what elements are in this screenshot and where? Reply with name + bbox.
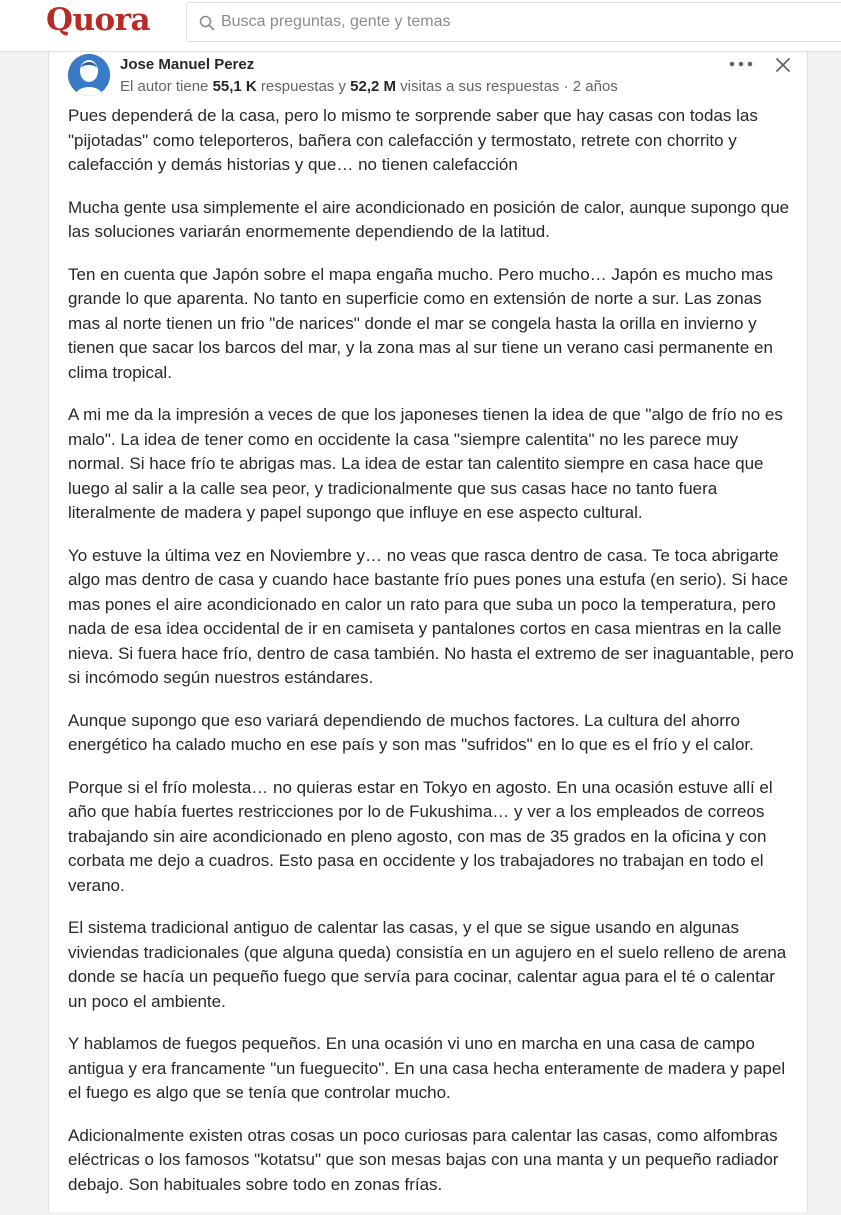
meta-suffix: visitas a sus respuestas · 2 años (396, 78, 618, 95)
answer-paragraph: Aunque supongo que eso variará dependiendo de muchos factores. La cultura del ahorro energético ha calado mucho en ese país y son mas "sufridos" en lo que es el frío y el calor. (68, 710, 754, 754)
answer-paragraph: Adicionalmente existen otras cosas un poco curiosas para calentar las casas, como alfombras eléctricas o los famosos "kotatsu" que son mesas bajas con una manta y un pequeño radiador debajo. Son habituales sobre todo en zonas frías. (68, 1125, 779, 1194)
more-options-icon[interactable] (723, 52, 759, 76)
search-icon (199, 15, 215, 31)
quora-logo[interactable]: Quora (46, 2, 151, 38)
answer-paragraph: El sistema tradicional antiguo de calentar las casas, y el que se sigue usando en algunas viviendas tradicionales (que alguna queda) consistía en un agujero en el suelo relleno de arena donde se hacía un pequeño fuego que servía para cocinar, calentar agua para el té o calentar un poco el ambiente. (68, 918, 787, 1011)
author-name[interactable]: Jose Manuel Perez (120, 56, 255, 73)
search-box[interactable] (186, 2, 841, 42)
answer-body (68, 104, 794, 1215)
top-bar (0, 0, 841, 52)
answer-paragraph: Y hablamos de fuegos pequeños. En una ocasión vi uno en marcha en una casa de campo antigua y era francamente "un fueguecito". En una casa hecha enteramente de madera y papel el fuego es algo que se tenía que controlar mucho. (68, 1034, 786, 1102)
author-avatar[interactable] (68, 54, 110, 96)
meta-mid: respuestas y (256, 78, 351, 95)
avatar-silhouette-icon (68, 54, 110, 96)
views-count: 52,2 M (350, 78, 397, 95)
answer-card (48, 52, 808, 1212)
author-credentials (120, 78, 618, 95)
answer-paragraph: A mi me da la impresión a veces de que los japoneses tienen la idea de que "algo de frío no es malo". La idea de tener como en occidente la casa "siempre calentita" no les parece muy normal. Si hace frío te abrigas mas. La idea de estar tan calentito siempre en casa hace que luego al salir a la calle sea peor, y tradicionalmente que sus casas hace no tanto fuera literalmente de madera y papel supongo que influye en ese aspecto cultural. (68, 405, 783, 522)
search-input[interactable] (221, 3, 821, 41)
answer-paragraph: Pues dependerá de la casa, pero lo mismo te sorprende saber que hay casas con todas las "pijotadas" como teleporteros, bañera con calefacción y termostato, retrete con chorrito y calefacción y demás historias y que… no tienen calefacción (68, 106, 758, 174)
answer-paragraph: Mucha gente usa simplemente el aire acondicionado en posición de calor, aunque supongo que las soluciones variarán enormemente dependiendo de la latitud. (68, 197, 790, 241)
answer-paragraph: Yo estuve la última vez en Noviembre y… no veas que rasca dentro de casa. Te toca abrigarte algo mas dentro de casa y cuando hace bastante frío pues pones una estufa (en serio). Si hace mas pones el aire acondicionado en calor un rato para que suba un poco la temperatura, pero nada de esa idea occidental de ir en camiseta y pantalones cortos en casa mientras en la calle nieva. Si fuera hace frío, dentro de casa también. No hasta el extremo de ser inaguantable, pero si incómodo según nuestros estándares. (68, 545, 794, 687)
meta-prefix: El autor tiene (120, 78, 213, 95)
answer-paragraph: Porque si el frío molesta… no quieras estar en Tokyo en agosto. En una ocasión estuve allí el año que había fuertes restricciones por lo de Fukushima… y ver a los empleados de correos trabajando sin aire acondicionado en pleno agosto, con mas de 35 grados en la oficina y con corbata me dejo a cuadros. Esto pasa en occidente y los trabajadores no trabajan en todo el verano. (68, 777, 773, 895)
close-icon[interactable] (772, 54, 794, 76)
answers-count: 55,1 K (212, 78, 257, 95)
answer-paragraph: Ten en cuenta que Japón sobre el mapa engaña mucho. Pero mucho… Japón es mucho mas grande lo que aparenta. No tanto en superficie como en extensión de norte a sur. Las zonas mas al norte tienen un frio "de narices" donde el mar se congela hasta la orilla en invierno y tienen que sacar los barcos del mar, y la zona mas al sur tiene un verano casi permanente en clima tropical. (68, 264, 773, 382)
